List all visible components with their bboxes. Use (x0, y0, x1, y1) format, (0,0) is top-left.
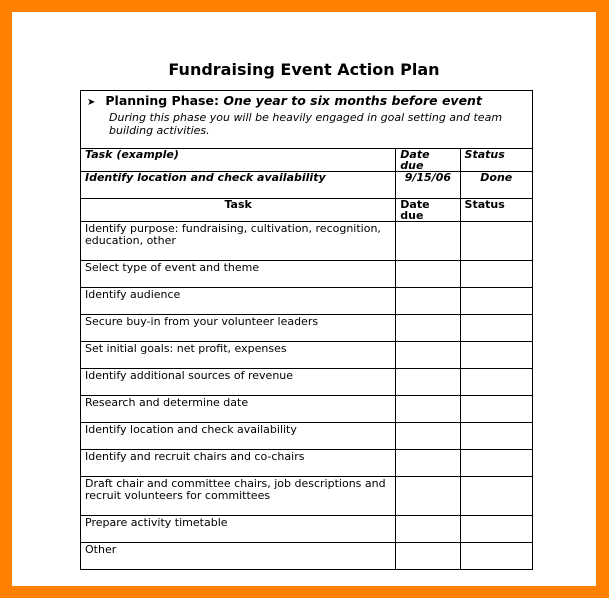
table-row (81, 450, 533, 477)
task-cell: Secure buy-in from your volunteer leaders (81, 315, 396, 342)
table-row (81, 423, 533, 450)
table-header-row (81, 199, 533, 222)
status-cell[interactable] (460, 516, 532, 543)
example-task: Identify location and check availability (81, 172, 396, 199)
status-cell[interactable] (460, 450, 532, 477)
date-due-cell[interactable] (396, 369, 460, 396)
phase-label: Planning Phase (105, 93, 214, 108)
task-cell: Identify audience (81, 288, 396, 315)
date-due-cell[interactable] (396, 222, 460, 261)
table-row (81, 369, 533, 396)
phase-heading (87, 93, 526, 110)
table-row (81, 315, 533, 342)
status-cell[interactable] (460, 288, 532, 315)
status-cell[interactable] (460, 423, 532, 450)
table-row (81, 261, 533, 288)
status-cell[interactable] (460, 222, 532, 261)
task-column-header: Task (81, 199, 396, 222)
date-due-cell[interactable] (396, 450, 460, 477)
table-row (81, 477, 533, 516)
table-row (81, 342, 533, 369)
phase-cell (81, 91, 533, 149)
task-cell: Draft chair and committee chairs, job descriptions and recruit volunteers for committees (81, 477, 396, 516)
example-task-header: Task (example) (81, 149, 396, 172)
page-title: Fundraising Event Action Plan (168, 60, 440, 79)
date-due-cell[interactable] (396, 315, 460, 342)
phase-separator: : (213, 93, 224, 108)
status-cell[interactable] (460, 369, 532, 396)
action-plan-table (80, 90, 533, 570)
date-due-column-header: Date due (396, 199, 460, 222)
task-cell: Set initial goals: net profit, expenses (81, 342, 396, 369)
table-row (81, 288, 533, 315)
task-cell: Identify purpose: fundraising, cultivation, recognition, education, other (81, 222, 396, 261)
phase-description: During this phase you will be heavily engaged in goal setting and team building activities. (109, 111, 503, 137)
task-cell: Identify and recruit chairs and co-chairs (81, 450, 396, 477)
status-cell[interactable] (460, 396, 532, 423)
date-due-cell[interactable] (396, 261, 460, 288)
date-due-cell[interactable] (396, 543, 460, 570)
phase-timeframe: One year to six months before event (223, 93, 482, 108)
date-due-cell[interactable] (396, 342, 460, 369)
example-status-header: Status (460, 149, 532, 172)
task-cell: Select type of event and theme (81, 261, 396, 288)
arrow-bullet-icon: ➤ (87, 97, 96, 108)
status-cell[interactable] (460, 261, 532, 288)
date-due-cell[interactable] (396, 288, 460, 315)
date-due-cell[interactable] (396, 516, 460, 543)
date-due-cell[interactable] (396, 396, 460, 423)
status-column-header: Status (460, 199, 532, 222)
document-page (12, 12, 596, 586)
task-cell: Prepare activity timetable (81, 516, 396, 543)
table-row (81, 222, 533, 261)
table-row (81, 396, 533, 423)
task-cell: Identify additional sources of revenue (81, 369, 396, 396)
date-due-cell[interactable] (396, 423, 460, 450)
table-row (81, 543, 533, 570)
example-header-row (81, 149, 533, 172)
example-date-header: Date due (396, 149, 460, 172)
status-cell[interactable] (460, 477, 532, 516)
status-cell[interactable] (460, 543, 532, 570)
task-cell: Identify location and check availability (81, 423, 396, 450)
task-cell: Research and determine date (81, 396, 396, 423)
example-status: Done (460, 172, 532, 199)
status-cell[interactable] (460, 315, 532, 342)
status-cell[interactable] (460, 342, 532, 369)
task-cell: Other (81, 543, 396, 570)
table-row (81, 516, 533, 543)
example-row (81, 172, 533, 199)
example-date: 9/15/06 (396, 172, 460, 199)
date-due-cell[interactable] (396, 477, 460, 516)
